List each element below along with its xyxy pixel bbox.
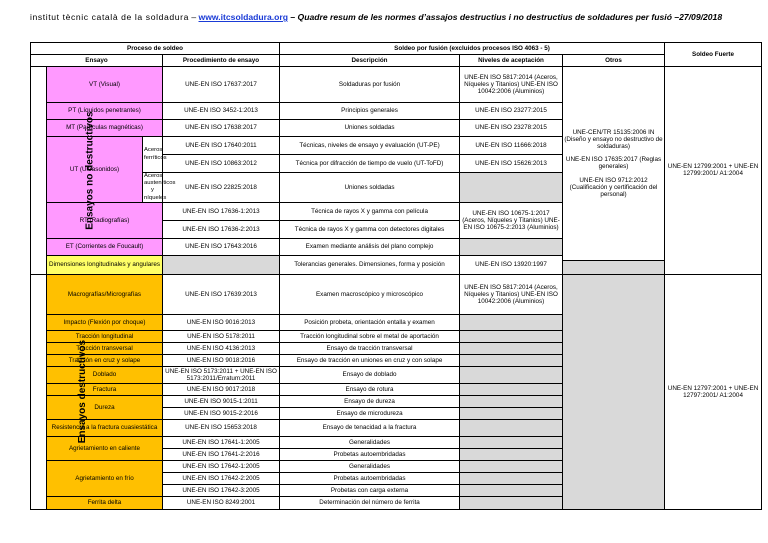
header-descripcion: Descripción <box>280 55 460 67</box>
niv-macro: UNE-EN ISO 5817:2014 (Aceros, Níqueles y Titanios) UNE-EN ISO 10042:2006 (Aluminios) <box>460 274 563 314</box>
niv-fractura-empty <box>460 383 563 395</box>
proc-dureza-2: UNE-EN ISO 9015-2:2016 <box>163 407 280 419</box>
ensayo-macro: Macrografías/Micrografías <box>47 274 163 314</box>
ensayo-ferrita-delta: Ferrita delta <box>47 496 163 509</box>
ensayo-pt: PT (Líquidos penetrantes) <box>47 103 163 120</box>
title-rest: – Quadre resum de les normes d’assajos destructius i no destructius de soldadures per fusió –27/09/2018 <box>287 12 723 22</box>
desc-dureza-2: Ensayo de microdureza <box>280 407 460 419</box>
ensayo-rt: RT (Radiografías) <box>47 202 163 238</box>
proc-tenacidad: UNE-EN ISO 15653:2018 <box>163 419 280 436</box>
desc-ferrita: Determinación del número de ferrita <box>280 496 460 509</box>
desc-vt: Soldaduras por fusión <box>280 67 460 103</box>
proc-frio-2: UNE-EN ISO 17642-2:2005 <box>163 472 280 484</box>
proc-ferrita: UNE-EN ISO 8249:2001 <box>163 496 280 509</box>
niv-caliente-2-empty <box>460 448 563 460</box>
group-ensayos-no-destructivos: Ensayos no destructivos <box>31 67 47 275</box>
proc-mt: UNE-EN ISO 17638:2017 <box>163 120 280 137</box>
ensayo-dimensiones: Dimensiones longitudinales y angulares <box>47 255 163 274</box>
ensayo-agrietamiento-frio: Agrietamiento en frío <box>47 460 163 496</box>
niv-pt: UNE-EN ISO 23277:2015 <box>460 103 563 120</box>
niv-et-empty <box>460 238 563 255</box>
desc-ut-3: Uniones soldadas <box>280 173 460 203</box>
niv-doblado-empty <box>460 366 563 383</box>
otros-nd-cell <box>563 67 665 261</box>
desc-traccion-transversal: Ensayo de tracción transversal <box>280 342 460 354</box>
header-niveles: Niveles de aceptación <box>460 55 563 67</box>
proc-pt: UNE-EN ISO 3452-1:2013 <box>163 103 280 120</box>
proc-rt-1: UNE-EN ISO 17636-1:2013 <box>163 202 280 220</box>
desc-frio-1: Generalidades <box>280 460 460 472</box>
niv-vt: UNE-EN ISO 5817:2014 (Aceros, Níqueles y Titanios) UNE-EN ISO 10042:2006 (Aluminios) <box>460 67 563 103</box>
proc-traccion-transversal: UNE-EN ISO 4136:2013 <box>163 342 280 354</box>
niv-tcruz-empty <box>460 354 563 366</box>
niv-tenacidad-empty <box>460 419 563 436</box>
proc-dureza-1: UNE-EN ISO 9015-1:2011 <box>163 395 280 407</box>
desc-ut-1: Técnicas, niveles de ensayo y evaluación (UT-PE) <box>280 137 460 155</box>
desc-doblado: Ensayo de doblado <box>280 366 460 383</box>
ensayo-agrietamiento-caliente: Agrietamiento en caliente <box>47 436 163 460</box>
proc-doblado: UNE-EN ISO 5173:2011 + UNE-EN ISO 5173:2011/Erratum:2011 <box>163 366 280 383</box>
title-site-link[interactable]: www.itcsoldadura.org <box>198 12 288 22</box>
proc-traccion-cruz: UNE-EN ISO 9018:2016 <box>163 354 280 366</box>
niv-mt: UNE-EN ISO 23278:2015 <box>460 120 563 137</box>
niv-frio-3-empty <box>460 484 563 496</box>
niv-tlong-empty <box>460 330 563 342</box>
header-proceso: Proceso de soldeo <box>31 43 280 55</box>
desc-frio-2: Probetas autoembridadas <box>280 472 460 484</box>
desc-traccion-cruz: Ensayo de tracción en uniones en cruz y con solape <box>280 354 460 366</box>
proc-impacto: UNE-EN ISO 9016:2013 <box>163 314 280 330</box>
desc-fractura: Ensayo de rotura <box>280 383 460 395</box>
desc-dureza-1: Ensayo de dureza <box>280 395 460 407</box>
niv-dim: UNE-EN ISO 13920:1997 <box>460 255 563 274</box>
proc-caliente-1: UNE-EN ISO 17641-1:2005 <box>163 436 280 448</box>
ensayo-traccion-transversal: Tracción transversal <box>47 342 163 354</box>
ensayo-mt: MT (Partículas magnéticas) <box>47 120 163 137</box>
fuerte-d: UNE-EN 12797:2001 + UNE-EN 12797:2001/ A1:2004 <box>665 274 762 509</box>
desc-et: Examen mediante análisis del plano complejo <box>280 238 460 255</box>
niv-frio-2-empty <box>460 472 563 484</box>
header-otros: Otros <box>563 55 665 67</box>
desc-ut-2: Técnica por difracción de tiempo de vuelo (UT-ToFD) <box>280 155 460 173</box>
niv-rt: UNE-EN ISO 10675-1:2017 (Aceros, Níqueles y Titanios) UNE-EN ISO 10675-2:2013 (Aluminios) <box>460 202 563 238</box>
group-ensayos-destructivos: Ensayos destructivos <box>31 274 47 509</box>
niv-ut-3-empty <box>460 173 563 203</box>
ensayo-doblado: Doblado <box>47 366 163 383</box>
proc-ut-2: UNE-EN ISO 10863:2012 <box>163 155 280 173</box>
niv-ut-2: UNE-EN ISO 15626:2013 <box>460 155 563 173</box>
proc-rt-2: UNE-EN ISO 17636-2:2013 <box>163 220 280 238</box>
niv-ut-1: UNE-EN ISO 11666:2018 <box>460 137 563 155</box>
desc-tenacidad: Ensayo de tenacidad a la fractura <box>280 419 460 436</box>
ensayo-traccion-cruz: Tracción en cruz y solape <box>47 354 163 366</box>
ut-aceros-ferriticos: Aceros ferríticos <box>143 137 163 173</box>
otros-nd-c: UNE-EN ISO 9712:2012 (Cualificación y certificación del personal) <box>569 176 658 199</box>
otros-d-empty <box>563 274 665 509</box>
ensayo-fractura: Fractura <box>47 383 163 395</box>
niv-frio-1-empty <box>460 460 563 472</box>
proc-dim-empty <box>163 255 280 274</box>
ensayo-traccion-longitudinal: Tracción longitudinal <box>47 330 163 342</box>
ut-aceros-austeniticos: Aceros austeníticos y níqueles <box>144 173 176 201</box>
proc-ut-1: UNE-EN ISO 17640:2011 <box>163 137 280 155</box>
niv-impacto-empty <box>460 314 563 330</box>
proc-fractura: UNE-EN ISO 9017:2018 <box>163 383 280 395</box>
ensayo-dureza: Dureza <box>47 395 163 419</box>
standards-table <box>30 42 762 510</box>
title-dash: – <box>188 12 199 22</box>
header-fusion: Soldeo por fusión (excluidos procesos ISO 4063 - 5) <box>280 43 665 55</box>
otros-dim-empty <box>563 260 665 274</box>
desc-traccion-longitudinal: Tracción longitudinal sobre el metal de aportación <box>280 330 460 342</box>
niv-caliente-1-empty <box>460 436 563 448</box>
proc-et: UNE-EN ISO 17643:2016 <box>163 238 280 255</box>
niv-dureza-2-empty <box>460 407 563 419</box>
desc-mt: Uniones soldadas <box>280 120 460 137</box>
niv-ttrans-empty <box>460 342 563 354</box>
proc-caliente-2: UNE-EN ISO 17641-2:2016 <box>163 448 280 460</box>
desc-macro: Examen macroscópico y microscópico <box>280 274 460 314</box>
proc-ut-3: UNE-EN ISO 22825:2018 <box>163 173 280 203</box>
proc-traccion-longitudinal: UNE-EN ISO 5178:2011 <box>163 330 280 342</box>
desc-pt: Principios generales <box>280 103 460 120</box>
header-procedimiento: Procedimiento de ensayo <box>163 55 280 67</box>
document-title <box>30 12 760 22</box>
title-brand: institut tècnic català de la soldadura <box>30 12 189 22</box>
niv-ferrita-empty <box>460 496 563 509</box>
desc-rt-1: Técnica de rayos X y gamma con película <box>280 202 460 220</box>
header-ensayo: Ensayo <box>31 55 163 67</box>
ensayo-ut: UT (Ultrasonidos) <box>47 137 143 203</box>
proc-frio-1: UNE-EN ISO 17642-1:2005 <box>163 460 280 472</box>
niv-dureza-1-empty <box>460 395 563 407</box>
header-fuerte: Soldeo Fuerte <box>665 43 762 67</box>
desc-caliente-2: Probetas autoembridadas <box>280 448 460 460</box>
proc-macro: UNE-EN ISO 17639:2013 <box>163 274 280 314</box>
otros-nd-a: UNE-CEN/TR 15135:2006 IN (Diseño y ensayo no destructivo de soldaduras) <box>564 128 663 150</box>
desc-dim: Tolerancias generales. Dimensiones, forma y posición <box>280 255 460 274</box>
desc-frio-3: Probetas con carga externa <box>280 484 460 496</box>
fuerte-nd: UNE-EN 12799:2001 + UNE-EN 12799:2001/ A1:2004 <box>665 67 762 275</box>
desc-rt-2: Técnica de rayos X y gamma con detectores digitales <box>280 220 460 238</box>
ensayo-impacto: Impacto (Flexión por choque) <box>47 314 163 330</box>
ensayo-et: ET (Corrientes de Foucault) <box>47 238 163 255</box>
desc-impacto: Posición probeta, orientación entalla y examen <box>280 314 460 330</box>
ensayo-tenacidad: Resistencia a la fractura cuasiestática <box>47 419 163 436</box>
desc-caliente-1: Generalidades <box>280 436 460 448</box>
proc-vt: UNE-EN ISO 17637:2017 <box>163 67 280 103</box>
otros-nd-b: UNE-EN ISO 17635:2017 (Reglas generales) <box>565 156 662 171</box>
ensayo-vt: VT (Visual) <box>47 67 163 103</box>
proc-frio-3: UNE-EN ISO 17642-3:2005 <box>163 484 280 496</box>
